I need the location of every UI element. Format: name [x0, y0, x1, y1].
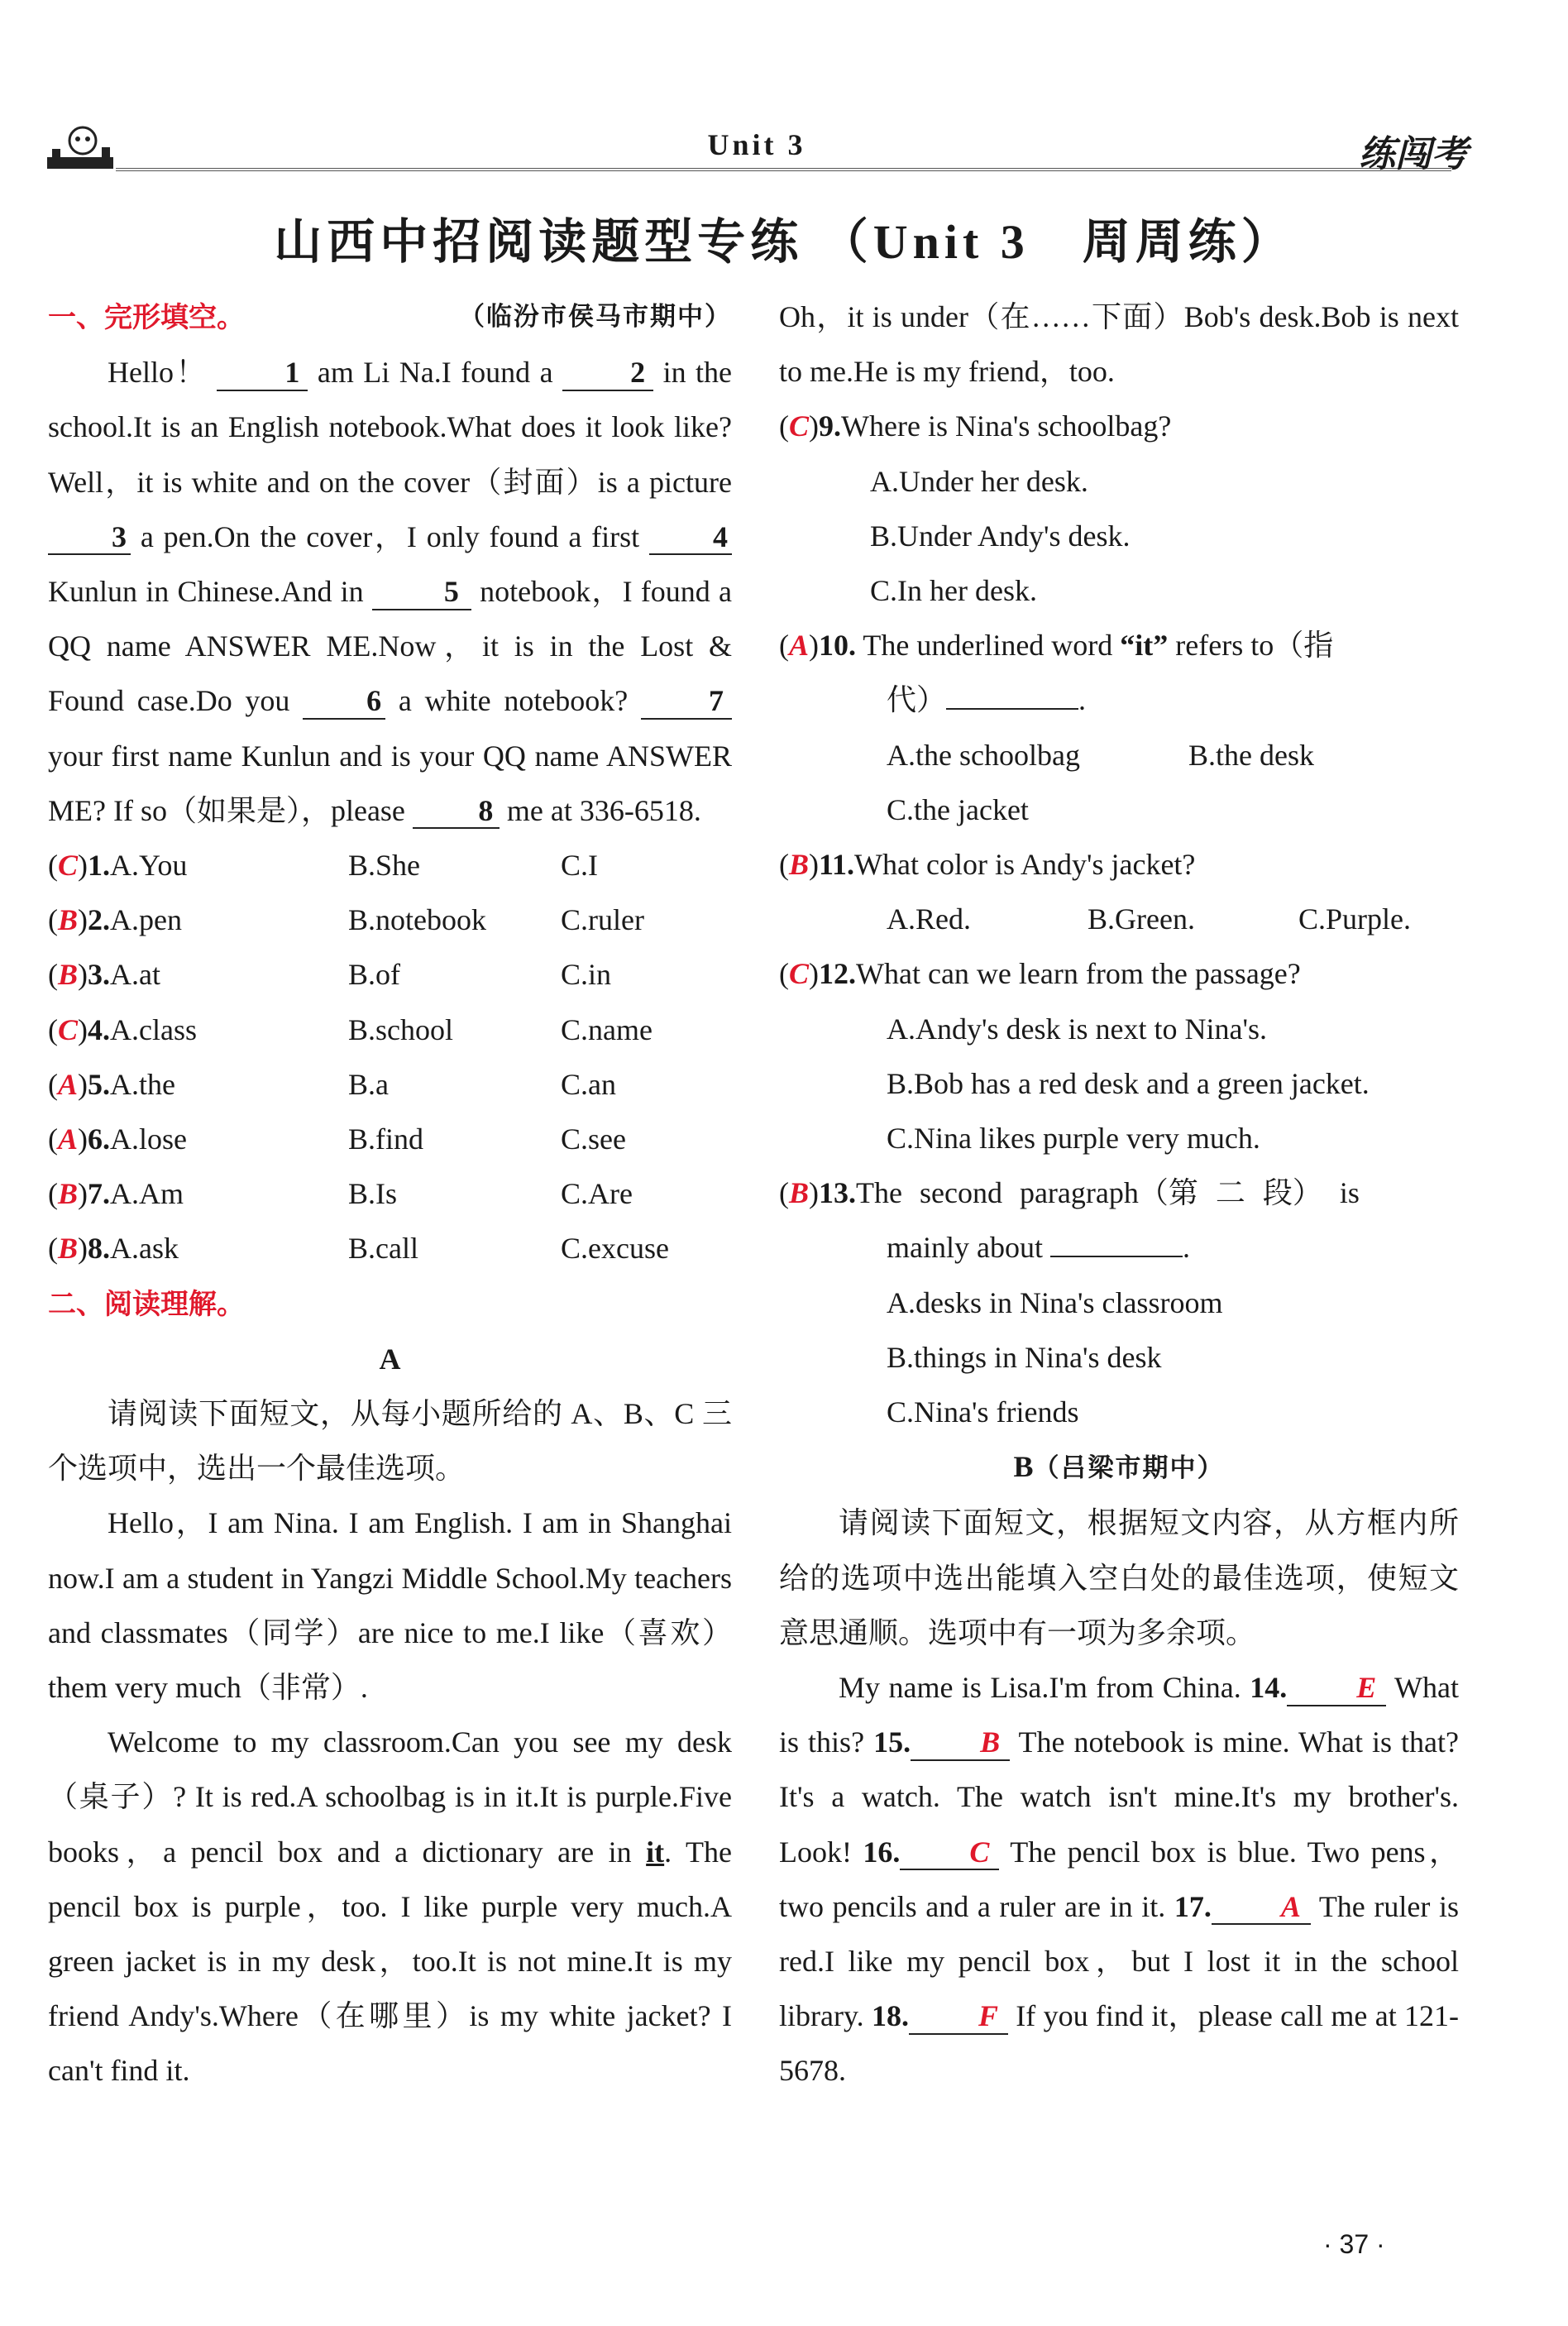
- cloze-question-8: (B)8.A.ask B.call C.excuse: [48, 1221, 732, 1275]
- part-b-passage: [779, 1660, 1459, 2099]
- passage-text: The pencil box is blue. Two pens，two pencils and a ruler are in it.: [779, 1835, 1460, 1923]
- option-b: B.school: [348, 1012, 454, 1046]
- q10-options-ab: [779, 728, 1459, 783]
- answer-blank: [1050, 1256, 1183, 1257]
- q13-option-b: B.things in Nina's desk: [887, 1340, 1162, 1374]
- part-a-instruction: 请阅读下面短文，从每小题所给的 A、B、C 三个选项中，选出一个最佳选项。: [48, 1396, 732, 1486]
- option-b: B.Is: [348, 1177, 398, 1211]
- answer-letter: C: [58, 1012, 79, 1046]
- passage-text: The ruler is red.I like my pencil box，but I lost it in the school library.: [779, 1889, 1459, 2033]
- cloze-passage: [48, 345, 732, 838]
- part-a-paragraph-1: Hello，I am Nina. I am English. I am in Shanghai now.I am a student in Yangzi Middle School.My teachers and classmates（同学）are nice to me.I like（喜欢）them very much（非常）.: [48, 1506, 732, 1704]
- cloze-text: notebook，I found a QQ name ANSWER ME.Now，it is in the Lost & Found case.Do you: [48, 575, 733, 718]
- q9-option-b: B.Under Andy's desk.: [870, 519, 1131, 553]
- question-stem: What can we learn from the passage?: [856, 957, 1301, 991]
- option-c: C.name: [561, 1012, 653, 1046]
- question-9: (C)9.Where is Nina's schoolbag?: [779, 409, 1172, 443]
- q10-option-c: C.the jacket: [887, 792, 1029, 826]
- question-10: (A)10. The underlined word “it” refers to（指: [779, 629, 1334, 663]
- answer-letter: A: [789, 629, 810, 663]
- part-a-paragraph-2: [48, 1715, 732, 2098]
- option-b: B.call: [348, 1232, 418, 1266]
- cloze-text: am Li Na.I found a: [317, 356, 553, 390]
- blank-2: 2: [562, 357, 653, 391]
- q13-option-c: C.Nina's friends: [887, 1395, 1079, 1429]
- option-b: B.of: [348, 958, 400, 992]
- option-a: A.ask: [110, 1232, 179, 1266]
- paragraph-text: Welcome to my classroom.Can you see my desk（桌子）? It is red.A schoolbag is in it.It is purple.Five books，a pencil box and a dictionary are in: [48, 1725, 732, 1869]
- blank-number: 15.: [873, 1725, 911, 1759]
- answer-letter: B: [789, 1176, 810, 1210]
- question-number: 1.: [88, 849, 111, 883]
- header-rule: [116, 168, 1451, 171]
- cloze-text: Hello！: [108, 356, 208, 390]
- option-b: B.a: [348, 1067, 389, 1101]
- cloze-question-3: (B)3.A.at B.of C.in: [48, 947, 732, 1002]
- section2-heading: 二、阅读理解。: [48, 1287, 245, 1321]
- cloze-question-2: (B)2.A.pen B.notebook C.ruler: [48, 893, 732, 947]
- option-a: A.the: [110, 1067, 175, 1101]
- section1-heading-line: [48, 290, 732, 345]
- answer-letter: B: [58, 1232, 79, 1266]
- q13-stem-cont: mainly about .: [887, 1231, 1190, 1265]
- q11-option-b: B.Green.: [1088, 902, 1195, 936]
- brand-logo: 练闯考: [1359, 134, 1468, 175]
- section1-source: （临汾市侯马市期中）: [459, 302, 732, 331]
- answer-letter: B: [58, 903, 79, 937]
- option-b: B.notebook: [348, 903, 486, 937]
- option-a: A.Am: [110, 1177, 184, 1211]
- option-c: C.an: [561, 1067, 616, 1101]
- answer-letter: A: [58, 1067, 79, 1101]
- part-b-label: B: [1013, 1450, 1034, 1484]
- question-number: 2.: [88, 903, 111, 937]
- blank-8: 8: [413, 795, 500, 830]
- question-number: 4.: [88, 1012, 111, 1046]
- answer-letter: C: [789, 957, 810, 991]
- option-b: B.find: [348, 1122, 424, 1156]
- question-stem: 代）: [887, 683, 947, 717]
- option-c: C.excuse: [561, 1232, 669, 1266]
- option-c: C.ruler: [561, 903, 644, 937]
- cloze-text: your first name Kunlun and is your QQ name ANSWER ME? If so（如果是），please: [48, 739, 732, 827]
- question-number: 12.: [819, 957, 857, 991]
- question-stem: The underlined word: [863, 629, 1113, 663]
- option-c: C.I: [561, 849, 598, 883]
- section2-heading-line: [48, 1276, 732, 1332]
- answer-letter: B: [58, 1177, 79, 1211]
- cloze-text: a white notebook?: [398, 684, 629, 718]
- q11-options: [779, 892, 1459, 946]
- question-stem: What color is Andy's jacket?: [854, 848, 1196, 882]
- answer-15: B: [980, 1725, 1001, 1759]
- question-11: (B)11.What color is Andy's jacket?: [779, 848, 1196, 882]
- q12-option-c: C.Nina likes purple very much.: [887, 1122, 1260, 1156]
- cloze-question-4: (C)4.A.class B.school C.name: [48, 1003, 732, 1057]
- blank-number: 14.: [1250, 1671, 1288, 1705]
- option-a: A.at: [110, 958, 160, 992]
- question-stem: refers to（指: [1175, 629, 1334, 663]
- answer-letter: C: [58, 849, 79, 883]
- blank-3: 3: [48, 521, 131, 556]
- answer-16: C: [969, 1835, 990, 1869]
- blank-4: 4: [649, 521, 732, 556]
- part-a-label: A: [379, 1342, 401, 1376]
- question-number: 13.: [819, 1176, 857, 1210]
- left-column: [48, 290, 732, 2099]
- cloze-question-list: [48, 838, 732, 1276]
- answer-letter: B: [789, 848, 810, 882]
- passage-text: My name is Lisa.I'm from China.: [839, 1671, 1241, 1705]
- answer-letter: C: [789, 409, 810, 443]
- q11-option-a: A.Red.: [887, 902, 971, 936]
- blank-7: 7: [641, 685, 732, 720]
- answer-letter: B: [58, 958, 79, 992]
- q11-option-c: C.Purple.: [1298, 902, 1412, 936]
- part-b-source: （吕梁市期中）: [1033, 1453, 1225, 1483]
- question-number: 3.: [88, 958, 111, 992]
- passage-text: If you find it，please call me at 121-5678.: [779, 1999, 1460, 2088]
- part-a-paragraph-2-cont: Oh，it is under（在……下面）Bob's desk.Bob is next to me.He is my friend，too.: [779, 300, 1459, 389]
- q9-option-c: C.In her desk.: [870, 574, 1037, 608]
- cloze-text: me at 336-6518.: [506, 793, 701, 827]
- blank-6: 6: [303, 685, 385, 720]
- passage-text: What is this?: [779, 1671, 1459, 1759]
- cloze-question-5: (A)5.A.the B.a C.an: [48, 1057, 732, 1112]
- answer-blank: [946, 708, 1078, 710]
- part-b-label-line: [779, 1439, 1459, 1496]
- question-number: 7.: [88, 1177, 111, 1211]
- question-number: 9.: [819, 409, 842, 443]
- part-b-instruction: 请阅读下面短文，根据短文内容，从方框内所给的选项中选出能填入空白处的最佳选项，使短文意思通顺。选项中有一项为多余项。: [779, 1506, 1459, 1649]
- q13-option-a: A.desks in Nina's classroom: [887, 1285, 1223, 1319]
- page-number: · 37 ·: [1323, 2229, 1385, 2259]
- q9-option-a: A.Under her desk.: [870, 464, 1088, 498]
- answer-letter: A: [58, 1122, 79, 1156]
- question-13: (B)13.The second paragraph（第 二 段） is: [779, 1176, 1360, 1210]
- cloze-question-6: (A)6.A.lose B.find C.see: [48, 1112, 732, 1166]
- option-a: A.You: [110, 849, 188, 883]
- option-c: C.see: [561, 1122, 626, 1156]
- blank-number: 17.: [1174, 1889, 1212, 1923]
- question-number: 6.: [88, 1122, 111, 1156]
- answer-18: F: [978, 1999, 998, 2033]
- cloze-question-7: (B)7.A.Am B.Is C.Are: [48, 1166, 732, 1221]
- paragraph-text: . The pencil box is purple，too. I like purple very much.A green jacket is in my desk，too.It is not mine.It is my friend Andy's.Where（在哪里）is my white jacket? I can't find it.: [48, 1835, 733, 2088]
- blank-number: 18.: [871, 1999, 909, 2033]
- underlined-word: it: [646, 1835, 665, 1869]
- answer-17: A: [1280, 1889, 1301, 1923]
- page-title: 山西中招阅读题型专练 （Unit 3 周周练）: [274, 215, 1294, 269]
- question-stem: Where is Nina's schoolbag?: [841, 409, 1172, 443]
- question-12: (C)12.What can we learn from the passage?: [779, 957, 1301, 991]
- unit-label: Unit 3: [707, 128, 806, 161]
- q12-option-b: B.Bob has a red desk and a green jacket.: [887, 1066, 1370, 1100]
- q12-option-a: A.Andy's desk is next to Nina's.: [887, 1012, 1267, 1046]
- question-number: 11.: [819, 848, 855, 882]
- option-a: A.class: [110, 1012, 197, 1046]
- blank-number: 16.: [863, 1835, 901, 1869]
- section1-heading: 一、完形填空。: [48, 301, 245, 334]
- passage-text: The notebook is mine. What is that? It's a watch. The watch isn't mine.It's my brother's. Look!: [779, 1725, 1460, 1869]
- option-c: C.in: [561, 958, 612, 992]
- answer-14: E: [1356, 1671, 1377, 1705]
- question-stem: mainly about: [887, 1231, 1043, 1265]
- option-a: A.pen: [110, 903, 182, 937]
- cloze-text: a pen.On the cover，I only found a first: [140, 519, 640, 553]
- q10-stem-cont: 代） .: [887, 683, 1087, 717]
- running-header: [45, 124, 1468, 175]
- quoted-word: “it”: [1120, 629, 1169, 663]
- option-c: C.Are: [561, 1177, 633, 1211]
- blank-1: 1: [217, 357, 308, 391]
- right-column: [779, 290, 1459, 2099]
- question-number: 8.: [88, 1232, 111, 1266]
- cloze-text: Kunlun in Chinese.And in: [48, 575, 364, 609]
- cloze-text: in the school.It is an English notebook.What does it look like? Well，it is white and on the cover（封面）is a picture: [48, 356, 733, 499]
- question-stem: The second paragraph（第 二 段） is: [856, 1176, 1360, 1210]
- question-number: 5.: [88, 1067, 111, 1101]
- q10-option-a: A.the schoolbag: [887, 738, 1080, 772]
- blank-5: 5: [372, 576, 471, 610]
- cloze-question-1: (C)1.A.You B.She C.I: [48, 838, 732, 893]
- option-b: B.She: [348, 849, 421, 883]
- option-a: A.lose: [110, 1122, 188, 1156]
- q10-option-b: B.the desk: [1188, 738, 1314, 772]
- question-number: 10.: [819, 629, 857, 663]
